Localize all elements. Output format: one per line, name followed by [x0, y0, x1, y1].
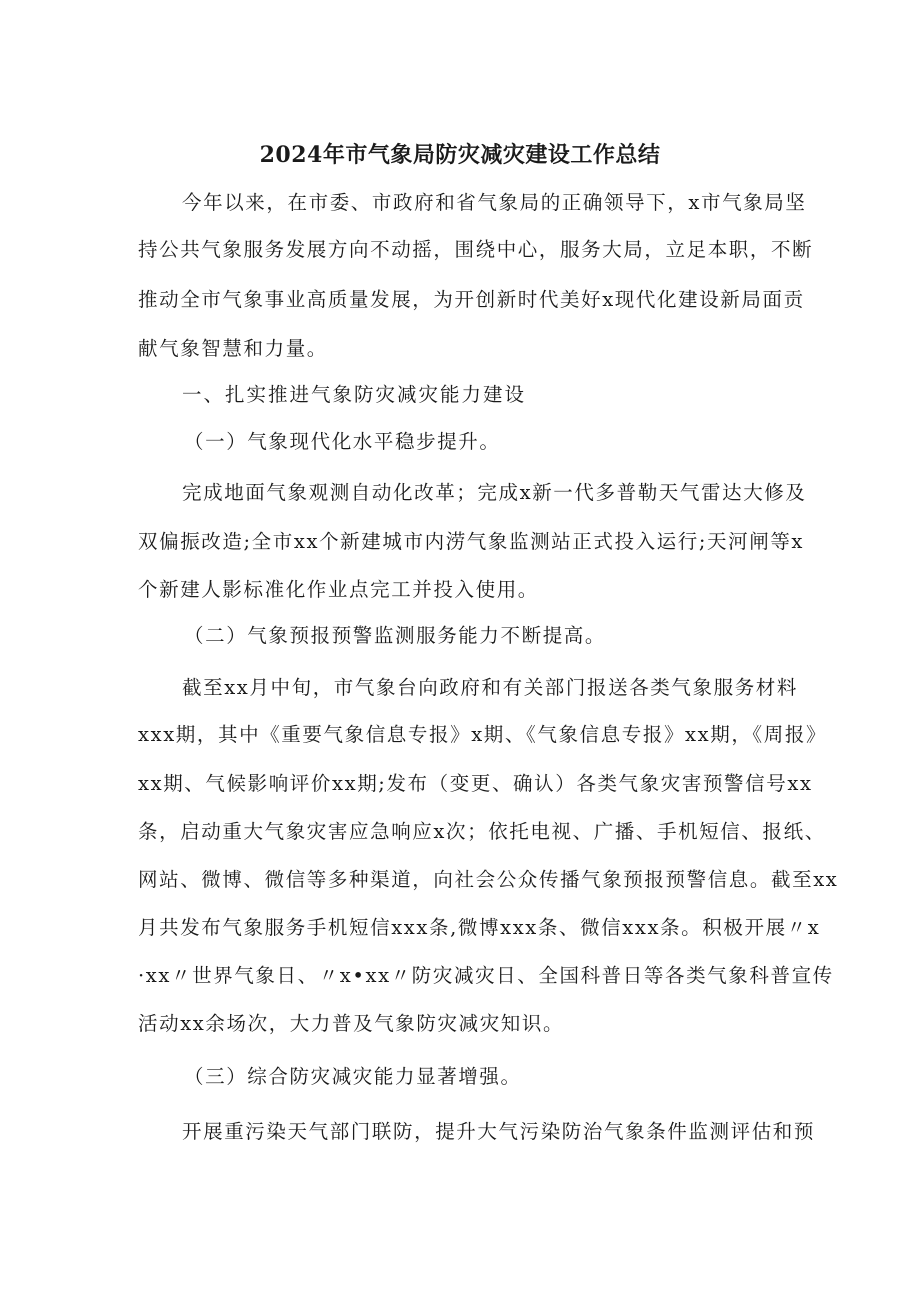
paragraph-line: 网站、微博、微信等多种渠道，向社会公众传播气象预报预警信息。截至xx [138, 868, 839, 891]
paragraph-line: 献气象智慧和力量。 [138, 337, 328, 360]
paragraph-line: 活动xx余场次，大力普及气象防灾减灾知识。 [138, 1012, 565, 1035]
document-title: 2024年市气象局防灾减灾建设工作总结 [259, 142, 661, 168]
paragraph-line: 条，启动重大气象灾害应急响应x次；依托电视、广播、手机短信、报纸、 [138, 820, 826, 843]
subsection-heading: （三）综合防灾减灾能力显著增强。 [184, 1065, 522, 1088]
subsection-heading: （一）气象现代化水平稳步提升。 [184, 430, 501, 453]
section-heading: 一、扎实推进气象防灾减灾能力建设 [182, 383, 527, 406]
paragraph-line: 月共发布气象服务手机短信xxx条,微博xxx条、微信xxx条。积极开展〃x [138, 916, 821, 939]
paragraph-line: xx期、气候影响评价xx期;发布（变更、确认）各类气象灾害预警信号xx [138, 772, 813, 795]
paragraph-line: 个新建人影标准化作业点完工并投入使用。 [138, 578, 539, 601]
paragraph-line: 推动全市气象事业高质量发展，为开创新时代美好x现代化建设新局面贡 [138, 288, 805, 311]
paragraph-line: ·xx〃世界气象日、〃x•xx〃防灾减灾日、全国科普日等各类气象科普宣传 [138, 964, 834, 987]
paragraph-line: 双偏振改造;全市xx个新建城市内涝气象监测站正式投入运行;天河闸等x [138, 530, 805, 553]
subsection-heading: （二）气象预报预警监测服务能力不断提高。 [184, 624, 607, 647]
paragraph-line: 完成地面气象观测自动化改革；完成x新一代多普勒天气雷达大修及 [182, 481, 807, 504]
paragraph-line: 今年以来，在市委、市政府和省气象局的正确领导下，x市气象局坚 [182, 191, 807, 214]
paragraph-line: 截至xx月中旬，市气象台向政府和有关部门报送各类气象服务材料 [182, 676, 798, 699]
paragraph-line: 持公共气象服务发展方向不动摇，围绕中心，服务大局，立足本职，不断 [138, 238, 814, 261]
paragraph-line: 开展重污染天气部门联防，提升大气污染防治气象条件监测评估和预 [182, 1120, 816, 1143]
paragraph-line: xxx期，其中《重要气象信息专报》x期、《气象信息专报》xx期，《周报》 [138, 723, 828, 746]
